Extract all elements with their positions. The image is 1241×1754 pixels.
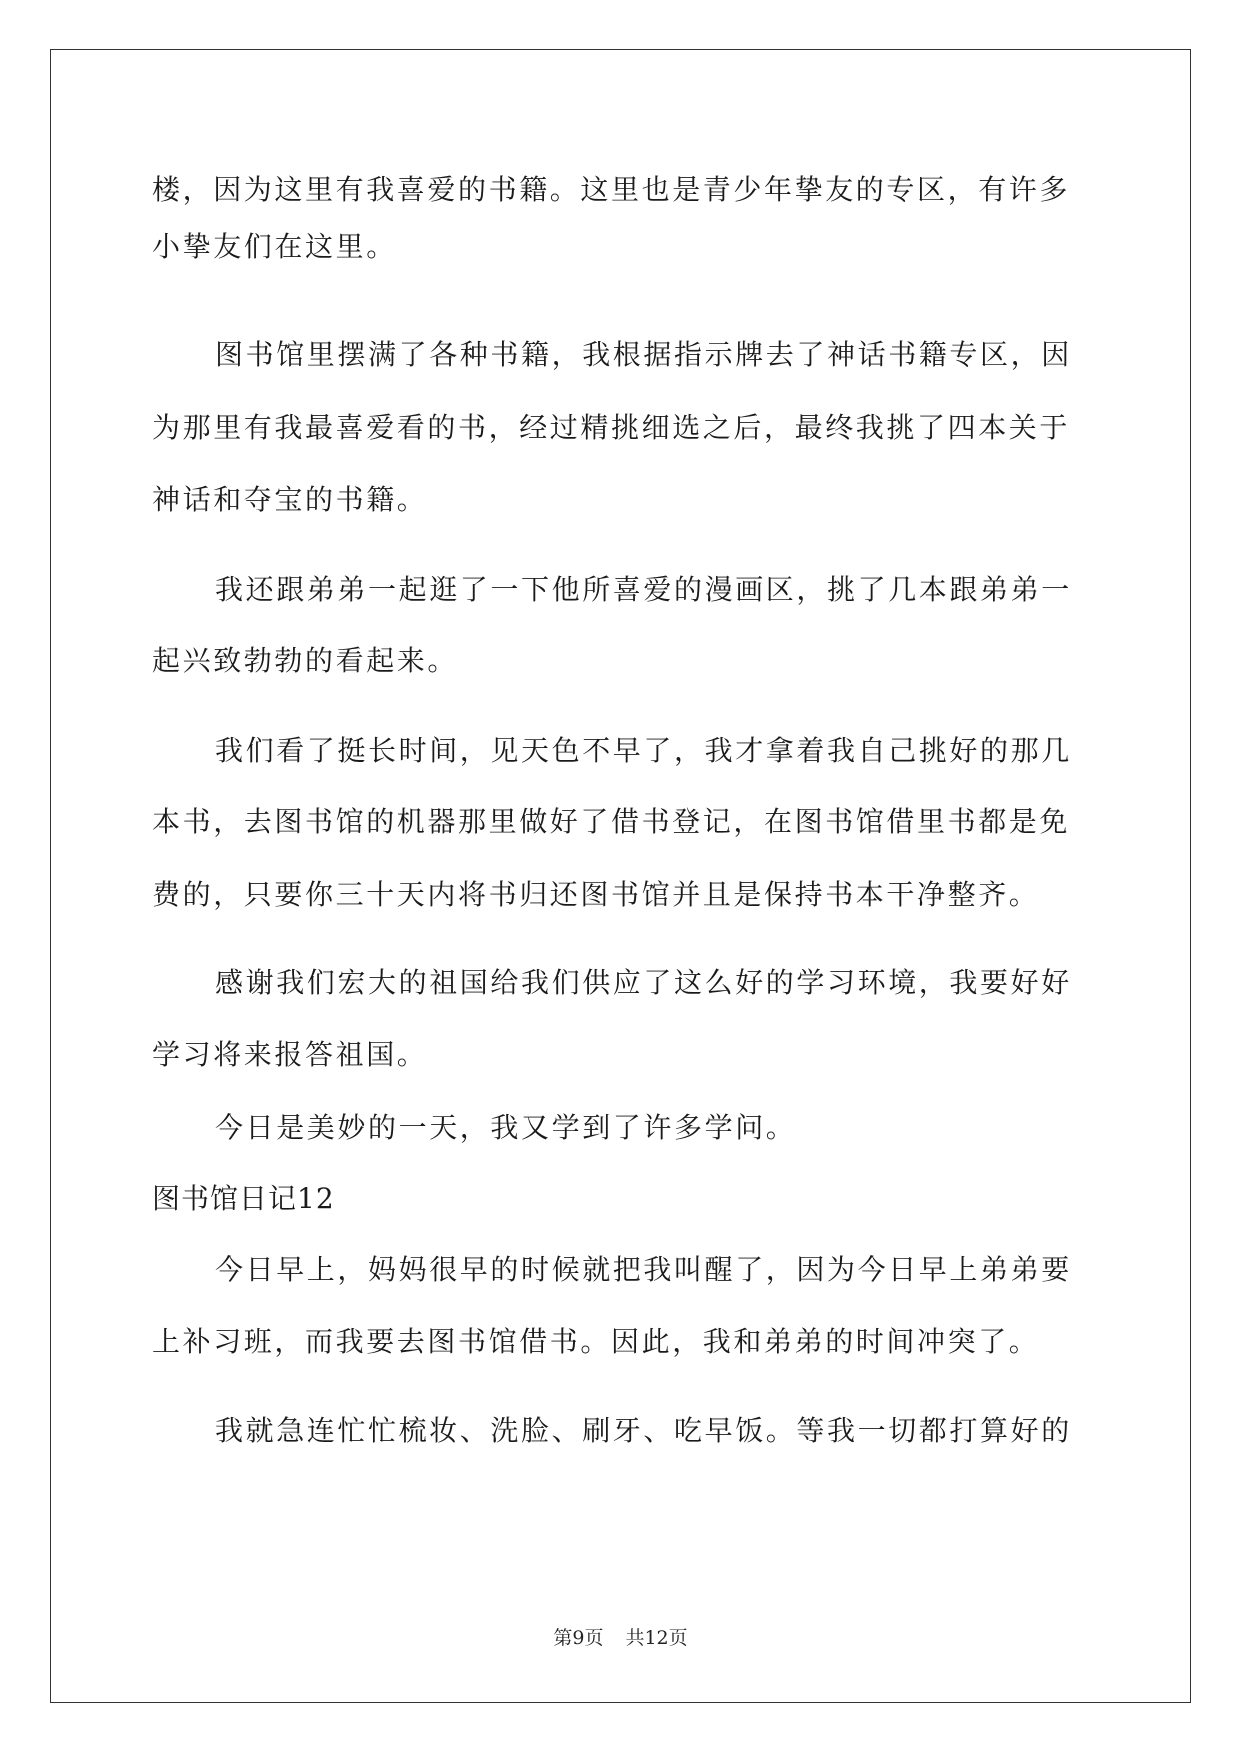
paragraph-line: 为那里有我最喜爱看的书，经过精挑细选之后，最终我挑了四本关于	[152, 411, 1071, 444]
paragraph-line: 本书，去图书馆的机器那里做好了借书登记，在图书馆借里书都是免	[152, 805, 1071, 838]
paragraph-line: 图书馆里摆满了各种书籍，我根据指示牌去了神话书籍专区，因	[215, 338, 1072, 371]
paragraph-line: 费的，只要你三十天内将书归还图书馆并且是保持书本干净整齐。	[152, 878, 1040, 911]
paragraph-line: 小挚友们在这里。	[152, 230, 397, 263]
section-heading: 图书馆日记12	[152, 1182, 335, 1215]
page-number: 第9页	[553, 1627, 604, 1649]
page-footer	[0, 1626, 1241, 1650]
page-border	[50, 49, 1191, 1703]
paragraph-line: 我还跟弟弟一起逛了一下他所喜爱的漫画区，挑了几本跟弟弟一	[215, 573, 1072, 606]
paragraph-line: 起兴致勃勃的看起来。	[152, 644, 459, 677]
paragraph-line: 感谢我们宏大的祖国给我们供应了这么好的学习环境，我要好好	[215, 966, 1072, 999]
paragraph-line: 我就急连忙忙梳妆、洗脸、刷牙、吃早饭。等我一切都打算好的	[215, 1414, 1072, 1447]
paragraph-line: 我们看了挺长时间，见天色不早了，我才拿着我自己挑好的那几	[215, 734, 1072, 767]
paragraph-line: 学习将来报答祖国。	[152, 1038, 428, 1071]
paragraph-line: 上补习班，而我要去图书馆借书。因此，我和弟弟的时间冲突了。	[152, 1325, 1040, 1358]
paragraph-line: 今日是美妙的一天，我又学到了许多学问。	[215, 1111, 797, 1144]
paragraph-line: 神话和夺宝的书籍。	[152, 483, 428, 516]
paragraph-line: 今日早上，妈妈很早的时候就把我叫醒了，因为今日早上弟弟要	[215, 1253, 1072, 1286]
page-total: 共12页	[625, 1627, 688, 1649]
paragraph-line: 楼，因为这里有我喜爱的书籍。这里也是青少年挚友的专区，有许多	[152, 173, 1071, 206]
